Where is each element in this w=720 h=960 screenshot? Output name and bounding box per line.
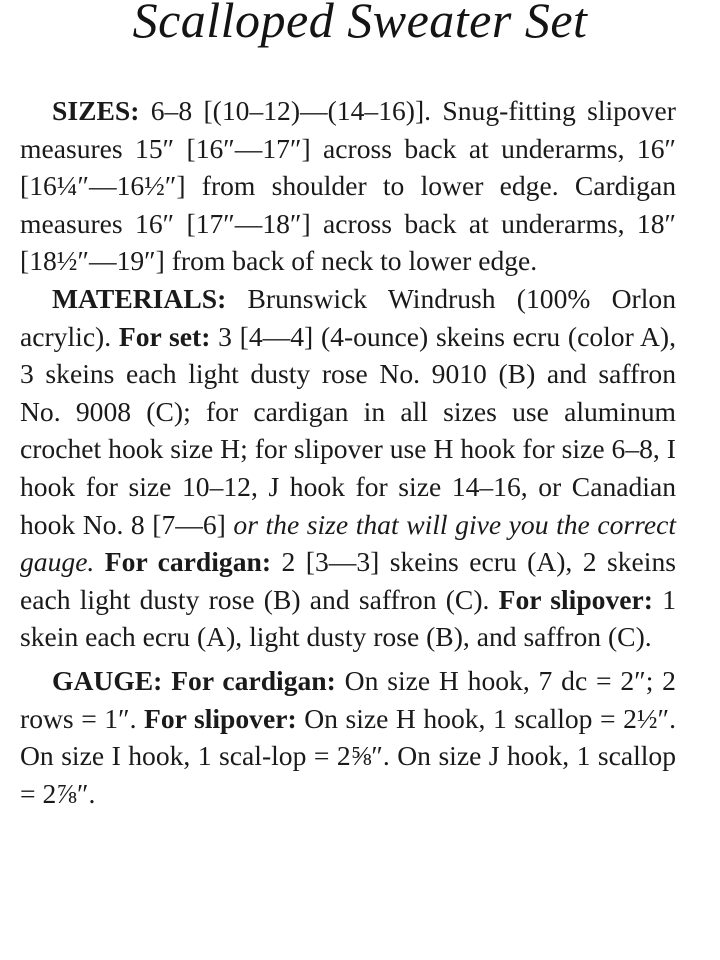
sizes-label: SIZES: bbox=[52, 95, 140, 126]
pattern-body bbox=[20, 92, 676, 812]
materials-text-4: 1 skein each ecru (A), light dusty rose (B), and saffron (C). bbox=[20, 583, 676, 653]
gauge-for-slipover-label: For slipover: bbox=[144, 702, 297, 734]
gauge-text-2: On size H hook, 1 scallop = 2½″. On size I hook, 1 scal-lop = 2⅝″. On size J hook, 1 scallop = 2⅞″. bbox=[20, 702, 676, 809]
materials-label: MATERIALS: bbox=[52, 282, 227, 314]
sizes-text: 6–8 [(10–12)—(14–16)]. Snug-fitting slipover measures 15″ [16″—17″] across back at underarms, 16″ [16¼″—16½″] from shoulder to lower edge. Cardigan measures 16″ [17″—18″] across back at underarms, 18″ [18½″—19″] from back of neck to lower edge. bbox=[20, 95, 676, 277]
materials-text-3: 2 [3—3] skeins ecru (A), 2 skeins each light dusty rose (B) and saffron (C). bbox=[20, 546, 676, 615]
materials-gauge-note: or the size that will give you the correct gauge. bbox=[20, 508, 676, 578]
materials-for-set-label: For set: bbox=[118, 320, 211, 352]
gauge-text-1: On size H hook, 7 dc = 2″; 2 rows = 1″. bbox=[20, 664, 676, 734]
materials-paragraph bbox=[20, 280, 676, 656]
materials-text-1: Brunswick Windrush (100% Orlon acrylic). bbox=[20, 282, 676, 352]
page-title: Scalloped Sweater Set bbox=[132, 0, 588, 48]
sizes-paragraph bbox=[20, 92, 676, 280]
gauge-label: GAUGE: bbox=[52, 664, 163, 696]
gauge-paragraph bbox=[20, 662, 676, 812]
gauge-for-cardigan-label: For cardigan: bbox=[162, 664, 336, 696]
materials-for-cardigan-label: For cardigan: bbox=[94, 546, 272, 578]
materials-text-2: 3 [4—4] (4-ounce) skeins ecru (color A), 3 skeins each light dusty rose No. 9010 (B) and saffron No. 9008 (C); for cardigan in all sizes use aluminum crochet hook size H; for slipover use H hook for size 6–8, I hook for size 10–12, J hook for size 14–16, or Canadian hook No. 8 [7—6] bbox=[20, 320, 676, 540]
materials-for-slipover-label: For slipover: bbox=[498, 583, 653, 615]
